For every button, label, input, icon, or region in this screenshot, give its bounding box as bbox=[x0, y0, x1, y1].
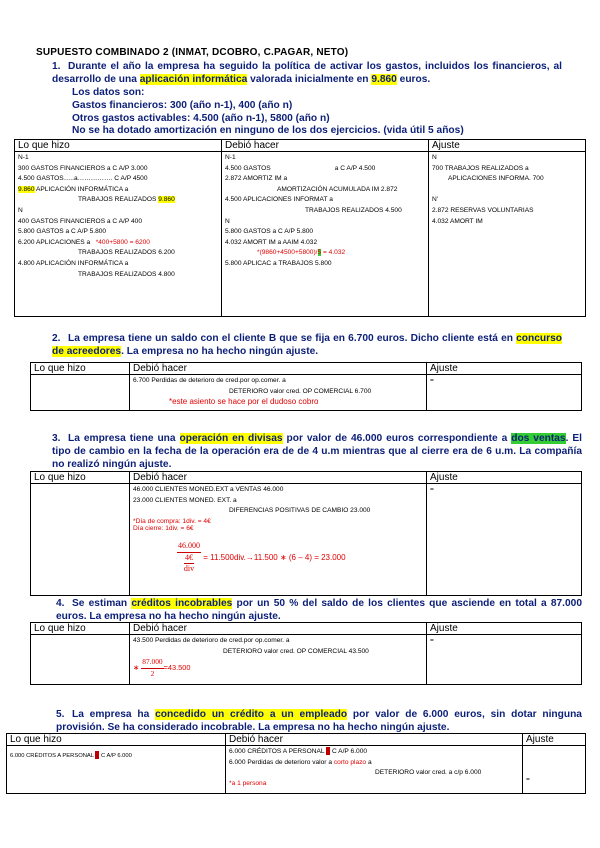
cell-debio: 46.000 CLIENTES MONED.EXT a VENTAS 46.000 23.000 CLIENTES MONED. EXT. a DIFERENCIAS POSITIVAS DE CAMBIO 23.000 *Día de compra: 1div. = 4€ Día cierre: 1div. = 6€ $\frac{46.000}{\frac{4€}{\text{div}}}$ = 11.500div.→11.500 ∗ (6 – 4) = 23.000 bbox=[130, 484, 427, 596]
cell-ajuste: = bbox=[523, 746, 586, 794]
cell-debio: 43.500 Perdidas de deterioro de cred.por op.comer. a DETERIORO valor cred. OP COMERCIAL 43.500 ∗ $\frac{87.000}{2}$ =43.500 bbox=[130, 635, 427, 685]
question-number: 1. bbox=[52, 61, 61, 72]
highlight: aplicación informática bbox=[139, 73, 248, 85]
fraction: $\frac{46.000}{\frac{4€}{\text{div}}}$ bbox=[178, 540, 200, 574]
question-5: 5. La empresa ha concedido un crédito a un empleado por valor de 6.000 euros, sin dotar ninguna provisión. Se ha considerado incobrable. La empresa no ha hecho ningún ajuste. bbox=[56, 709, 582, 733]
cell-hizo bbox=[31, 375, 130, 411]
table-1 bbox=[14, 139, 586, 317]
highlight: dos ventas bbox=[511, 433, 566, 444]
header-debio: Debió hacer bbox=[222, 140, 429, 152]
highlight: concedido un crédito a un empleado bbox=[155, 709, 348, 720]
highlight: operación en divisas bbox=[179, 433, 283, 444]
cell-ajuste: = bbox=[427, 375, 582, 411]
fraction: $\frac{87.000}{2}$ bbox=[142, 657, 163, 678]
highlight: créditos incobrables bbox=[131, 598, 233, 609]
cell-ajuste: = bbox=[427, 635, 582, 685]
cell-hizo bbox=[31, 635, 130, 685]
header-ajuste: Ajuste bbox=[429, 140, 586, 152]
cell-ajuste: = bbox=[427, 484, 582, 596]
question-2: 2. La empresa tiene un saldo con el cliente B que se fija en 6.700 euros. Dicho cliente está en concurso de acreedores. La empresa no ha hecho ningún ajuste. bbox=[52, 333, 562, 357]
page-title: SUPUESTO COMBINADO 2 (INMAT, DCOBRO, C.PAGAR, NETO) bbox=[36, 47, 349, 58]
question-number: 2. bbox=[52, 333, 61, 344]
highlight: 9.860 bbox=[371, 73, 397, 85]
table-3: Lo que hizo Debió hacer Ajuste 46.000 CLIENTES MONED.EXT a VENTAS 46.000 23.000 CLIENTES MONED. EXT. a DIFERENCIAS POSITIVAS DE CAMBIO 23.000 *Día de compra: 1div. = 4€ Día cierre: 1div. = 6€ $\frac{46.000}{\frac{4€}{\text{div}}}$ = 11.500div.→11.500 ∗ (6 – 4) = 23.000 = bbox=[30, 471, 582, 596]
question-1-details: Los datos son: Gastos financieros: 300 (año n-1), 400 (año n) Otros gastos activables: 4.500 (año n-1), 5800 (año n) No se ha dotado amortización en ninguno de los dos ejercicios. (vida útil 5 años) bbox=[72, 87, 464, 137]
cell-debio: 6.000 CRÉDITOS A PERSONAL C A/P 6.000 6.000 Perdidas de deterioro valor a corto plazo a DETERIORO valor cred. a c/p 6.000 *a 1 persona bbox=[226, 746, 523, 794]
cell-hizo: N-1 300 GASTOS FINANCIEROS a C A/P 3.000 4.500 GASTOS…..a……………. C A/P 4500 9.860 APLICACIÓN INFORMÁTICA a TRABAJOS REALIZADOS 9.860 N 400 GASTOS FINANCIEROS a C A/P 400 5.800 GASTOS a C A/P 5.800 6.200 APLICACIONES a *400+5800 = 6200 TRABAJOS REALIZADOS 6.200 4.800 APLICACIÓN INFORMÁTICA a TRABAJOS REALIZADOS 4.800 bbox=[15, 152, 222, 317]
question-number: 5. bbox=[56, 709, 65, 720]
highlight: concurso de acreedores bbox=[52, 333, 562, 357]
cell-debio: N-1 4.500 GASTOS a C A/P 4.500 2.872 AMORTIZ IM a AMORTIZACIÓN ACUMULADA IM 2.872 4.500 APLICACIONES INFORMAT a TRABAJOS REALIZADOS 4.500 N 5.800 GASTOS a C A/P 5.800 4.032 AMORT IM a AAIM 4.032 *(9860+4500+5800)/5 = 4.032 5.800 APLICAC a TRABAJOS 5.800 bbox=[222, 152, 429, 317]
cell-hizo: 6.000 CRÉDITOS A PERSONAL C A/P 6.000 bbox=[7, 746, 226, 794]
cell-hizo bbox=[31, 484, 130, 596]
question-4: 4. Se estiman créditos incobrables por un 50 % del saldo de los clientes que asciende en total a 87.000 euros. La empresa no ha hecho ningún ajuste. bbox=[56, 598, 582, 622]
table-2: Lo que hizo Debió hacer Ajuste 6.700 Perdidas de deterioro de cred.por op.comer. a DETERIORO valor cred. OP COMERCIAL 6.700 *este asiento se hace por el dudoso cobro = bbox=[30, 362, 582, 411]
question-1: 1. Durante el año la empresa ha seguido la política de activar los gastos, incluidos los financieros, al desarrollo de una aplicación informática valorada inicialmente en 9.860 euros. bbox=[52, 61, 562, 85]
cell-debio: 6.700 Perdidas de deterioro de cred.por op.comer. a DETERIORO valor cred. OP COMERCIAL 6.700 *este asiento se hace por el dudoso cobro bbox=[130, 375, 427, 411]
table-4: Lo que hizo Debió hacer Ajuste 43.500 Perdidas de deterioro de cred.por op.comer. a DETERIORO valor cred. OP COMERCIAL 43.500 ∗ $\frac{87.000}{2}$ =43.500 = bbox=[30, 622, 582, 685]
question-number: 4. bbox=[56, 598, 65, 609]
question-3: 3. La empresa tiene una operación en divisas por valor de 46.000 euros correspondiente a dos ventas. El tipo de cambio en la fecha de la operación era de de 4 u.m mientras que al cierre era de 6 u.m. La compañía no realizó ningún ajuste. bbox=[52, 433, 582, 470]
cell-ajuste: N 700 TRABAJOS REALIZADOS a APLICACIONES INFORMA. 700 N' 2.872 RESERVAS VOLUNTARIAS 4.032 AMORT IM bbox=[429, 152, 586, 317]
table-5: Lo que hizo Debió hacer Ajuste 6.000 CRÉDITOS A PERSONAL C A/P 6.000 6.000 CRÉDITOS A PERSONAL C A/P 6.000 6.000 Perdidas de deterioro valor a corto plazo a DETERIORO valor cred. a c/p 6.000 *a 1 persona = bbox=[6, 733, 586, 794]
header-hizo: Lo que hizo bbox=[15, 140, 222, 152]
question-number: 3. bbox=[52, 433, 61, 444]
